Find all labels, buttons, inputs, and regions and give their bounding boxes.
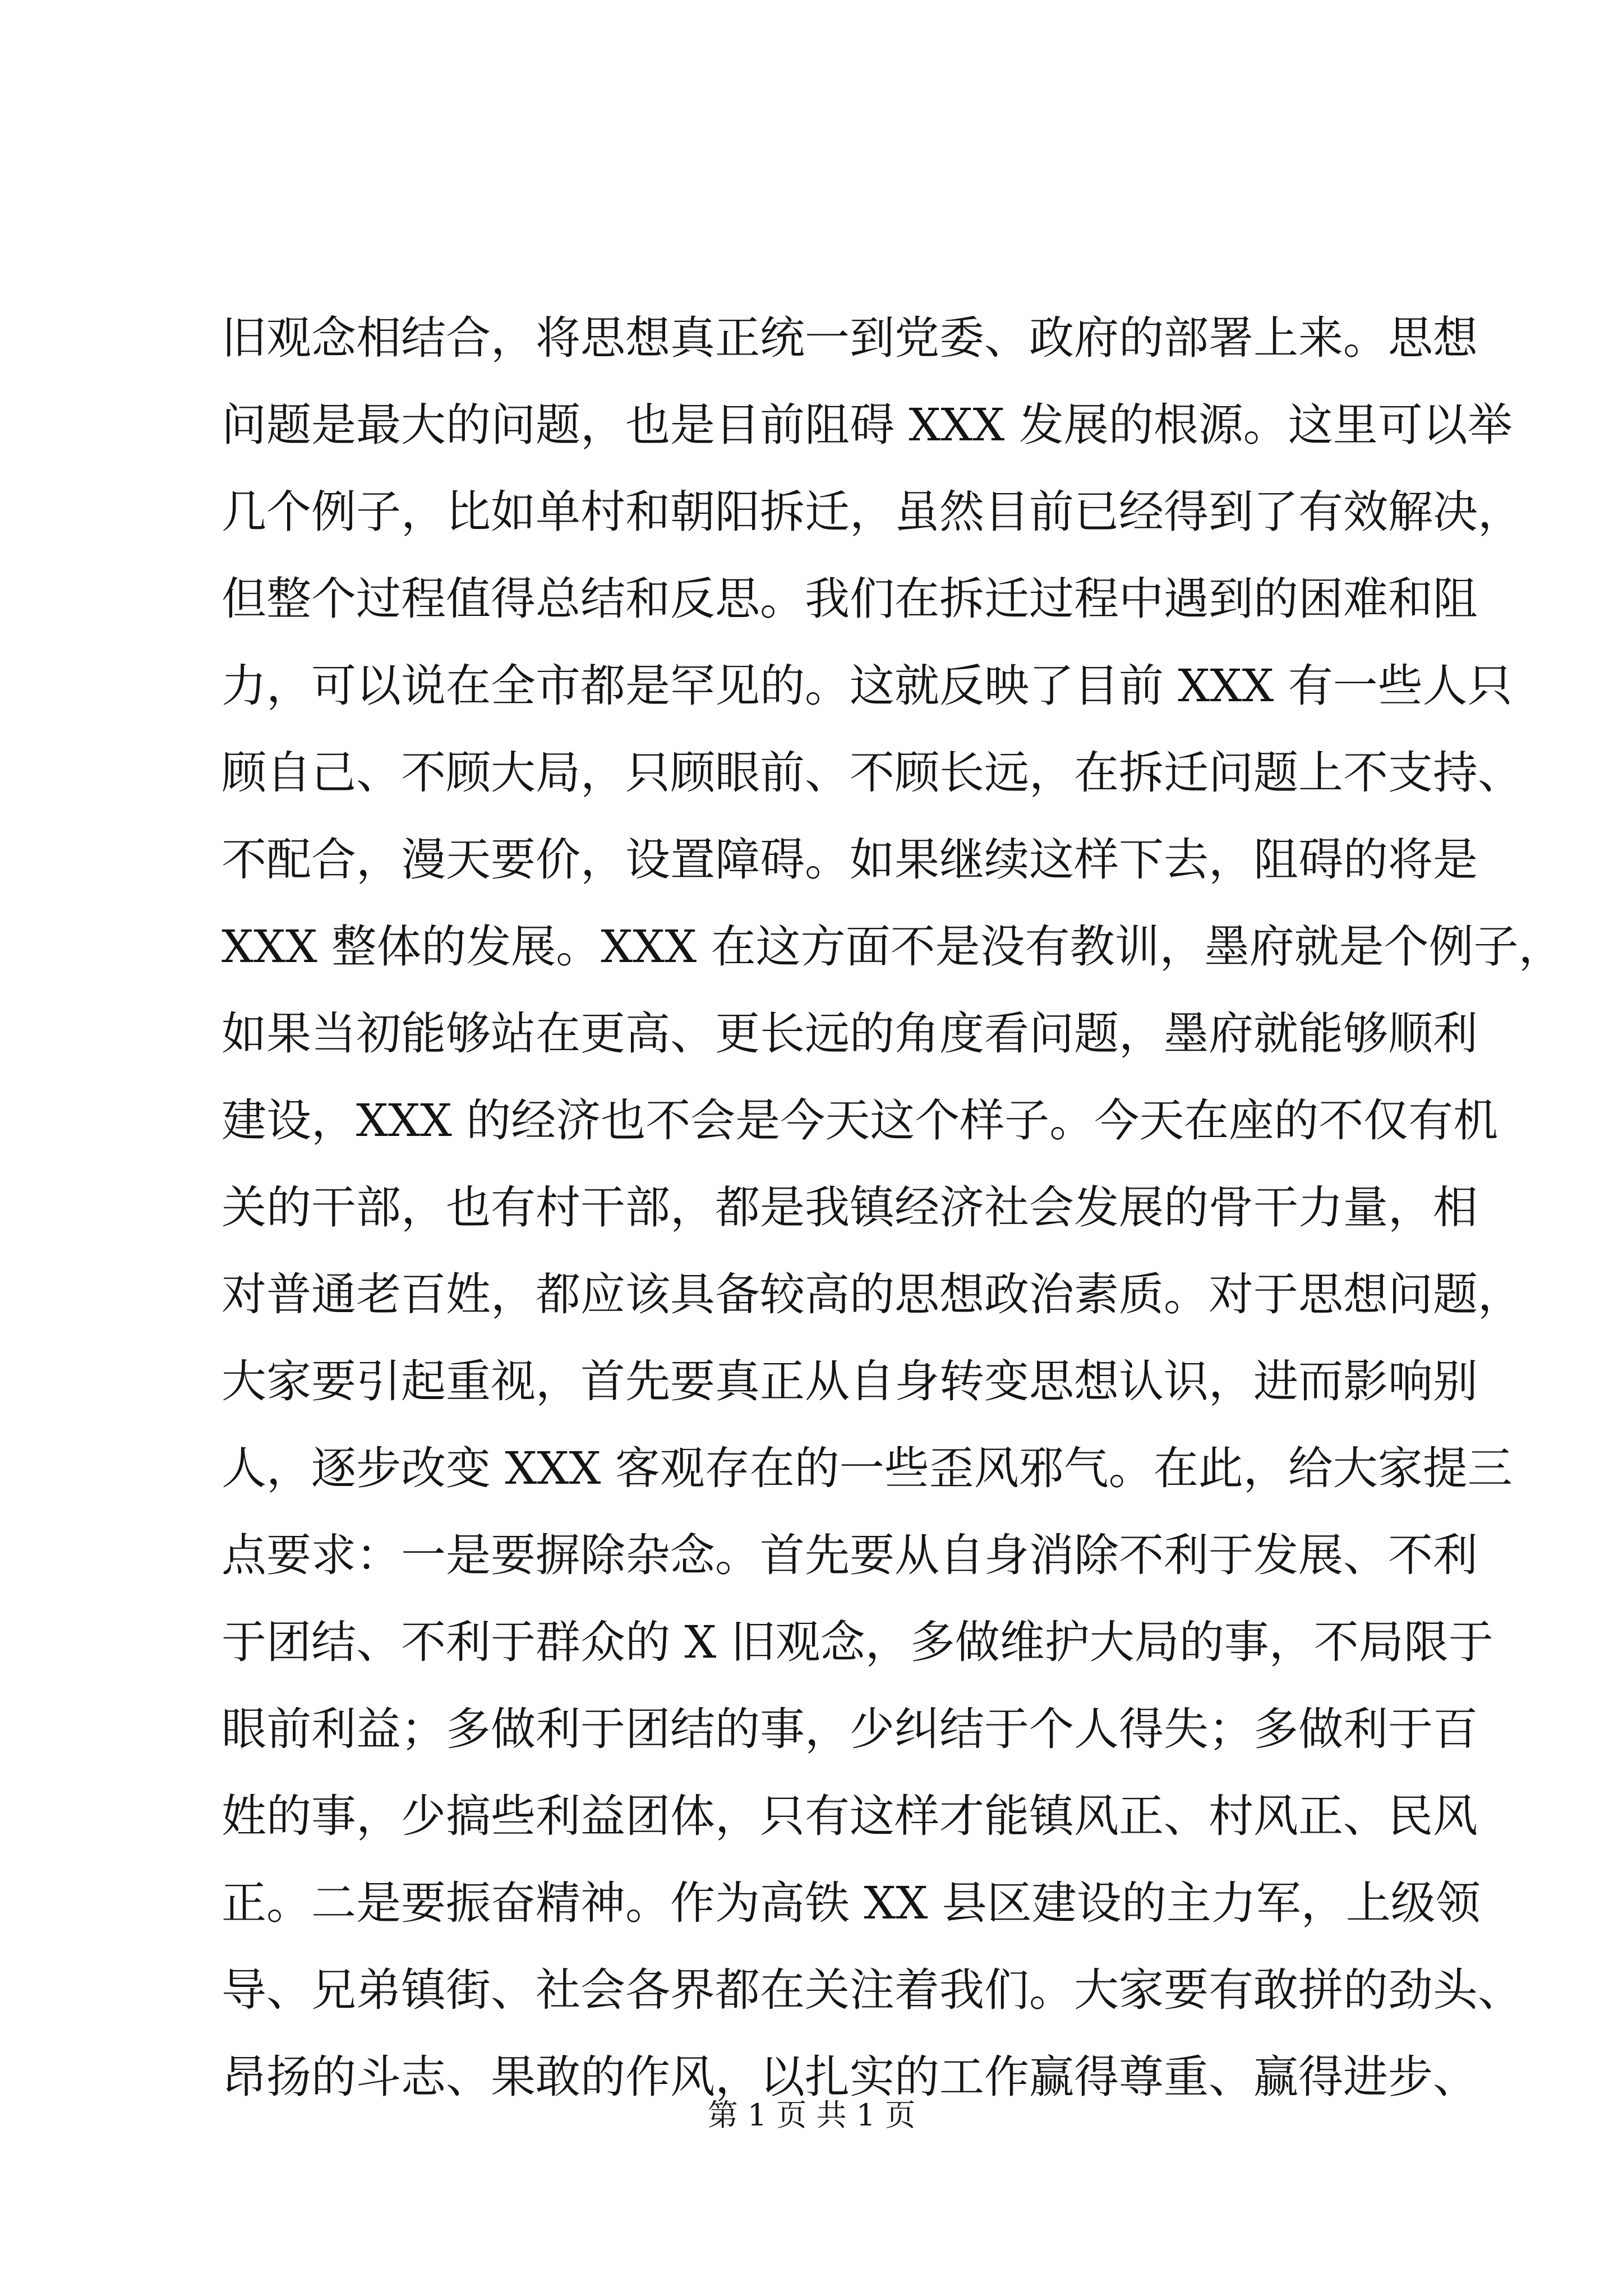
text-line: 眼前利益；多做利于团结的事，少纠结于个人得失；多做利于百 bbox=[222, 1703, 1478, 1755]
text-line: 但整个过程值得总结和反思。我们在拆迁过程中遇到的困难和阻 bbox=[222, 573, 1478, 625]
text-line: 如果当初能够站在更高、更长远的角度看问题，墨府就能够顺利 bbox=[222, 1007, 1478, 1060]
text-line: 旧观念相结合，将思想真正统一到党委、政府的部署上来。思想 bbox=[222, 312, 1478, 364]
text-line: 姓的事，少搞些利益团体，只有这样才能镇风正、村风正、民风 bbox=[222, 1790, 1478, 1842]
text-line: 昂扬的斗志、果敢的作风，以扎实的工作赢得尊重、赢得进步、 bbox=[222, 2051, 1478, 2103]
text-line: 正。二是要振奋精神。作为高铁 XX 县区建设的主力军，上级领 bbox=[222, 1877, 1481, 1929]
text-line: 几个例子，比如单村和朝阳拆迁，虽然目前已经得到了有效解决， bbox=[222, 486, 1523, 538]
text-line: 建设，XXX 的经济也不会是今天这个样子。今天在座的不仅有机 bbox=[222, 1094, 1498, 1147]
text-line: 对普通老百姓，都应该具备较高的思想政治素质。对于思想问题， bbox=[222, 1268, 1523, 1320]
text-line: XXX 整体的发展。XXX 在这方面不是没有教训，墨府就是个例子， bbox=[222, 921, 1564, 973]
text-line: 关的干部，也有村干部，都是我镇经济社会发展的骨干力量，相 bbox=[222, 1181, 1478, 1234]
text-line: 问题是最大的问题，也是目前阻碍 XXX 发展的根源。这里可以举 bbox=[222, 399, 1513, 451]
text-line: 不配合，漫天要价，设置障碍。如果继续这样下去，阻碍的将是 bbox=[222, 834, 1478, 886]
text-line: 于团结、不利于群众的 X 旧观念，多做维护大局的事，不局限于 bbox=[222, 1616, 1493, 1668]
text-line: 导、兄弟镇街、社会各界都在关注着我们。大家要有敢拼的劲头、 bbox=[222, 1964, 1523, 2016]
text-line: 人，逐步改变 XXX 客观存在的一些歪风邪气。在此，给大家提三 bbox=[222, 1442, 1513, 1494]
page-number-footer: 第 1 页 共 1 页 bbox=[707, 2097, 916, 2133]
text-line: 顾自己、不顾大局，只顾眼前、不顾长远，在拆迁问题上不支持、 bbox=[222, 747, 1523, 799]
text-line: 大家要引起重视，首先要真正从自身转变思想认识，进而影响别 bbox=[222, 1355, 1478, 1407]
text-line: 力，可以说在全市都是罕见的。这就反映了目前 XXX 有一些人只 bbox=[222, 660, 1513, 712]
text-line: 点要求：一是要摒除杂念。首先要从自身消除不利于发展、不利 bbox=[222, 1529, 1478, 1581]
body-text bbox=[222, 295, 1564, 2120]
